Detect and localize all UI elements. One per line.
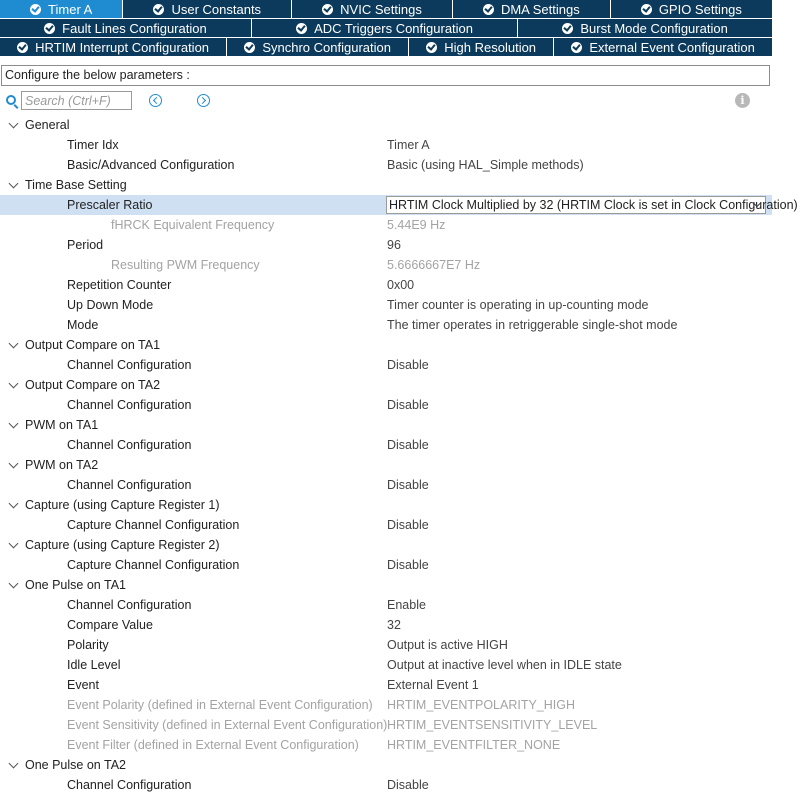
chevron-down-icon[interactable]	[9, 459, 19, 469]
parameter-row[interactable]	[0, 315, 772, 335]
parameter-label: Channel Configuration	[67, 398, 192, 412]
check-circle-icon	[562, 23, 573, 34]
category-label: PWM on TA2	[25, 458, 99, 472]
tab-label: Timer A	[48, 1, 93, 17]
parameter-value: 5.6666667E7 Hz	[387, 258, 481, 272]
parameter-value[interactable]: Timer A	[387, 138, 430, 152]
parameter-value[interactable]: Disable	[387, 778, 429, 792]
parameter-label: Idle Level	[67, 658, 121, 672]
category-label: General	[25, 118, 70, 132]
parameter-value[interactable]: The timer operates in retriggerable single-shot mode	[387, 318, 678, 332]
parameter-row[interactable]	[0, 355, 772, 375]
chevron-down-icon[interactable]	[9, 539, 19, 549]
chevron-down-icon[interactable]	[9, 379, 19, 389]
tab-burst-mode-configuration[interactable]	[518, 19, 772, 38]
parameter-value[interactable]: Disable	[387, 478, 429, 492]
chevron-down-icon[interactable]	[9, 419, 19, 429]
parameter-row[interactable]	[0, 695, 772, 715]
tab-label: Synchro Configuration	[262, 39, 391, 55]
chevron-down-icon[interactable]	[9, 119, 19, 129]
check-circle-icon	[44, 23, 55, 34]
parameter-label: Event Polarity (defined in External Event Configuration)	[67, 698, 373, 712]
parameter-row[interactable]	[0, 215, 772, 235]
tab-user-constants[interactable]	[123, 0, 292, 19]
parameter-value[interactable]: 0x00	[387, 278, 415, 292]
category-label: One Pulse on TA2	[25, 758, 126, 772]
category-row[interactable]	[0, 755, 772, 775]
parameter-label: Event Filter (defined in External Event Configuration)	[67, 738, 359, 752]
category-row[interactable]	[0, 415, 772, 435]
parameter-label: Resulting PWM Frequency	[111, 258, 260, 272]
parameter-row[interactable]	[0, 475, 772, 495]
tab-label: High Resolution	[444, 39, 537, 55]
tab-high-resolution[interactable]	[409, 38, 554, 57]
parameter-row[interactable]	[0, 135, 772, 155]
check-circle-icon	[322, 4, 333, 15]
parameter-row[interactable]	[0, 295, 772, 315]
parameter-row[interactable]	[0, 655, 772, 675]
category-label: Time Base Setting	[25, 178, 127, 192]
category-row[interactable]	[0, 575, 772, 595]
parameter-label: Period	[67, 238, 104, 252]
tab-gpio-settings[interactable]	[611, 0, 772, 19]
parameter-row[interactable]	[0, 675, 772, 695]
category-label: PWM on TA1	[25, 418, 99, 432]
tab-label: GPIO Settings	[658, 1, 742, 17]
check-circle-icon	[30, 4, 41, 15]
parameter-label: Mode	[67, 318, 99, 332]
tab-row-2	[0, 19, 772, 38]
category-row[interactable]	[0, 455, 772, 475]
category-label: Output Compare on TA2	[25, 378, 161, 392]
check-circle-icon	[244, 42, 255, 53]
parameter-value[interactable]: Output at inactive level when in IDLE state	[387, 658, 622, 672]
parameter-label: Capture Channel Configuration	[67, 558, 240, 572]
parameter-value: HRTIM_EVENTPOLARITY_HIGH	[387, 698, 576, 712]
tab-row-1	[0, 0, 772, 19]
parameter-label: Channel Configuration	[67, 438, 192, 452]
parameter-label: Capture Channel Configuration	[67, 518, 240, 532]
category-row[interactable]	[0, 495, 772, 515]
tab-row-3	[0, 38, 772, 57]
search-input[interactable]	[21, 91, 132, 110]
search-toolbar	[0, 90, 772, 112]
parameter-label: Channel Configuration	[67, 358, 192, 372]
check-circle-icon	[483, 4, 494, 15]
tab-dma-settings[interactable]	[453, 0, 611, 19]
parameter-row[interactable]	[0, 275, 772, 295]
prescaler-ratio-select[interactable]	[386, 196, 798, 214]
parameter-label: Up Down Mode	[67, 298, 154, 312]
tab-synchro-configuration[interactable]	[227, 38, 409, 57]
tab-bar	[0, 0, 772, 57]
parameter-value[interactable]: Disable	[387, 518, 429, 532]
parameter-label: Channel Configuration	[67, 478, 192, 492]
parameter-row[interactable]	[0, 155, 772, 175]
parameter-value[interactable]: External Event 1	[387, 678, 479, 692]
parameter-row[interactable]	[0, 735, 772, 755]
tab-hrtim-interrupt-configuration[interactable]	[0, 38, 227, 57]
parameter-row[interactable]	[0, 515, 772, 535]
parameter-row[interactable]	[0, 615, 772, 635]
tab-label: ADC Triggers Configuration	[314, 20, 474, 36]
parameter-label: Event Sensitivity (defined in External Event Configuration)	[67, 718, 388, 732]
chevron-down-icon[interactable]	[9, 499, 19, 509]
category-label: One Pulse on TA1	[25, 578, 126, 592]
parameter-tree	[0, 115, 798, 795]
parameter-row[interactable]	[0, 195, 798, 215]
category-row[interactable]	[0, 115, 772, 135]
parameter-value[interactable]: 96	[387, 238, 401, 252]
tab-nvic-settings[interactable]	[292, 0, 453, 19]
category-label: Capture (using Capture Register 1)	[25, 498, 220, 512]
tab-label: DMA Settings	[500, 1, 580, 17]
parameter-value[interactable]: Enable	[387, 598, 426, 612]
chevron-down-icon[interactable]	[9, 179, 19, 189]
parameter-label: Channel Configuration	[67, 778, 192, 792]
chevron-down-icon[interactable]	[9, 759, 19, 769]
category-label: Output Compare on TA1	[25, 338, 161, 352]
parameter-row[interactable]	[0, 395, 772, 415]
tab-label: Burst Mode Configuration	[580, 20, 728, 36]
chevron-left-circle-icon[interactable]	[149, 94, 162, 107]
parameter-label: fHRCK Equivalent Frequency	[111, 218, 275, 232]
category-row[interactable]	[0, 335, 772, 355]
parameter-value: 5.44E9 Hz	[387, 218, 446, 232]
tab-fault-lines-configuration[interactable]	[0, 19, 252, 38]
parameter-label: Basic/Advanced Configuration	[67, 158, 235, 172]
tab-label: Fault Lines Configuration	[62, 20, 207, 36]
chevron-down-icon[interactable]	[9, 579, 19, 589]
parameter-label: Compare Value	[67, 618, 153, 632]
select-value: HRTIM Clock Multiplied by 32 (HRTIM Clock is set in Clock Configuration)	[389, 198, 798, 212]
parameter-label: Channel Configuration	[67, 598, 192, 612]
tab-adc-triggers-configuration[interactable]	[252, 19, 518, 38]
info-icon[interactable]: i	[735, 93, 750, 108]
parameter-label: Prescaler Ratio	[67, 198, 153, 212]
parameter-value[interactable]: Timer counter is operating in up-counting mode	[387, 298, 649, 312]
tab-label: NVIC Settings	[340, 1, 422, 17]
configure-parameters-bar: Configure the below parameters :	[1, 65, 770, 86]
parameter-value[interactable]: Disable	[387, 398, 429, 412]
parameter-row[interactable]	[0, 235, 772, 255]
parameter-value[interactable]: Disable	[387, 558, 429, 572]
parameter-row[interactable]	[0, 715, 772, 735]
tab-timer-a[interactable]	[0, 0, 123, 19]
category-row[interactable]	[0, 375, 772, 395]
parameter-value: HRTIM_EVENTFILTER_NONE	[387, 738, 561, 752]
check-circle-icon	[426, 42, 437, 53]
check-circle-icon	[571, 42, 582, 53]
category-label: Capture (using Capture Register 2)	[25, 538, 220, 552]
parameter-label: Repetition Counter	[67, 278, 172, 292]
parameter-row[interactable]	[0, 635, 772, 655]
parameter-label: Event	[67, 678, 99, 692]
search-icon	[6, 95, 16, 105]
parameter-row[interactable]	[0, 775, 772, 795]
parameter-value[interactable]: 32	[387, 618, 401, 632]
tab-label: External Event Configuration	[589, 39, 755, 55]
check-circle-icon	[153, 4, 164, 15]
chevron-right-circle-icon[interactable]	[197, 94, 210, 107]
tab-label: User Constants	[171, 1, 262, 17]
parameter-value[interactable]: Disable	[387, 438, 429, 452]
check-circle-icon	[641, 4, 652, 15]
parameter-label: Timer Idx	[67, 138, 119, 152]
parameter-row[interactable]	[0, 255, 772, 275]
chevron-down-icon[interactable]	[9, 339, 19, 349]
tab-label: HRTIM Interrupt Configuration	[35, 39, 210, 55]
category-row[interactable]	[0, 535, 772, 555]
parameter-row[interactable]	[0, 435, 772, 455]
category-row[interactable]	[0, 175, 772, 195]
parameter-value[interactable]: Basic (using HAL_Simple methods)	[387, 158, 584, 172]
parameter-value[interactable]: Output is active HIGH	[387, 638, 508, 652]
parameter-value: HRTIM_EVENTSENSITIVITY_LEVEL	[387, 718, 598, 732]
tab-external-event-configuration[interactable]	[554, 38, 772, 57]
parameter-row[interactable]	[0, 595, 772, 615]
check-circle-icon	[17, 42, 28, 53]
parameter-row[interactable]	[0, 555, 772, 575]
check-circle-icon	[296, 23, 307, 34]
parameter-value[interactable]: Disable	[387, 358, 429, 372]
parameter-label: Polarity	[67, 638, 109, 652]
